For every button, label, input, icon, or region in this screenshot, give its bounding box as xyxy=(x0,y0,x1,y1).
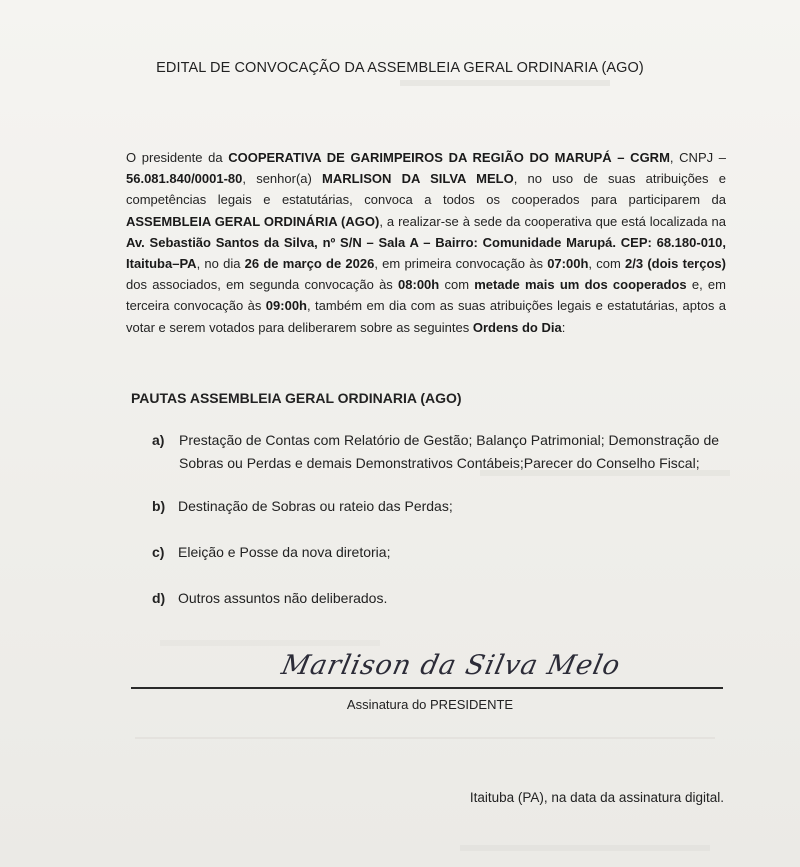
agenda-item-text: Outros assuntos não deliberados. xyxy=(178,590,388,606)
place-and-date: Itaituba (PA), na data da assinatura digital. xyxy=(469,790,724,805)
bleed-through-line xyxy=(135,737,715,739)
agenda-item-text: Prestação de Contas com Relatório de Gestão; Balanço Patrimonial; Demonstração de Sobras ou Perdas e demais Demonstrativos Contábeis;Parecer do Conselho Fiscal; xyxy=(179,432,720,471)
bleed-through-line xyxy=(400,80,610,86)
agenda-heading: PAUTAS ASSEMBLEIA GERAL ORDINARIA (AGO) xyxy=(131,390,462,406)
agenda-item xyxy=(152,429,732,475)
convocation-paragraph: O presidente da COOPERATIVA DE GARIMPEIROS DA REGIÃO DO MARUPÁ – CGRM, CNPJ – 56.081.840/0001-80, senhor(a) MARLISON DA SILVA MELO, no uso de suas atribuições e competências legais e estatutárias, convoca a todos os cooperados para participarem da ASSEMBLEIA GERAL ORDINÁRIA (AGO), a realizar-se à sede da cooperativa que está localizada na Av. Sebastião Santos da Silva, nº S/N – Sala A – Bairro: Comunidade Marupá. CEP: 68.180-010, Itaituba–PA, no dia 26 de março de 2026, em primeira convocação às 07:00h, com 2/3 (dois terços) dos associados, em segunda convocação às 08:00h com metade mais um dos cooperados e, em terceira convocação às 09:00h, também em dia com as suas atribuições legais e estatutárias, aptos a votar e serem votados para deliberarem sobre as seguintes Ordens do Dia: xyxy=(126,150,726,335)
signature-caption: Assinatura do PRESIDENTE xyxy=(346,697,514,712)
agenda-item-letter: b) xyxy=(152,498,166,514)
agenda-item-text: Eleição e Posse da nova diretoria; xyxy=(178,544,391,560)
bleed-through-line xyxy=(160,640,380,646)
agenda-item-letter: a) xyxy=(152,432,165,448)
agenda-item xyxy=(152,541,732,564)
agenda-item-letter: c) xyxy=(152,544,165,560)
agenda-item xyxy=(152,495,732,518)
signature-line xyxy=(131,687,723,689)
agenda-item-text: Destinação de Sobras ou rateio das Perdas; xyxy=(178,498,453,514)
bleed-through-line xyxy=(460,845,710,851)
agenda-item-letter: d) xyxy=(152,590,166,606)
handwritten-signature: Marlison da Silva Melo xyxy=(278,650,624,681)
document-title: EDITAL DE CONVOCAÇÃO DA ASSEMBLEIA GERAL ORDINARIA (AGO) xyxy=(156,60,644,76)
agenda-item xyxy=(152,587,732,610)
